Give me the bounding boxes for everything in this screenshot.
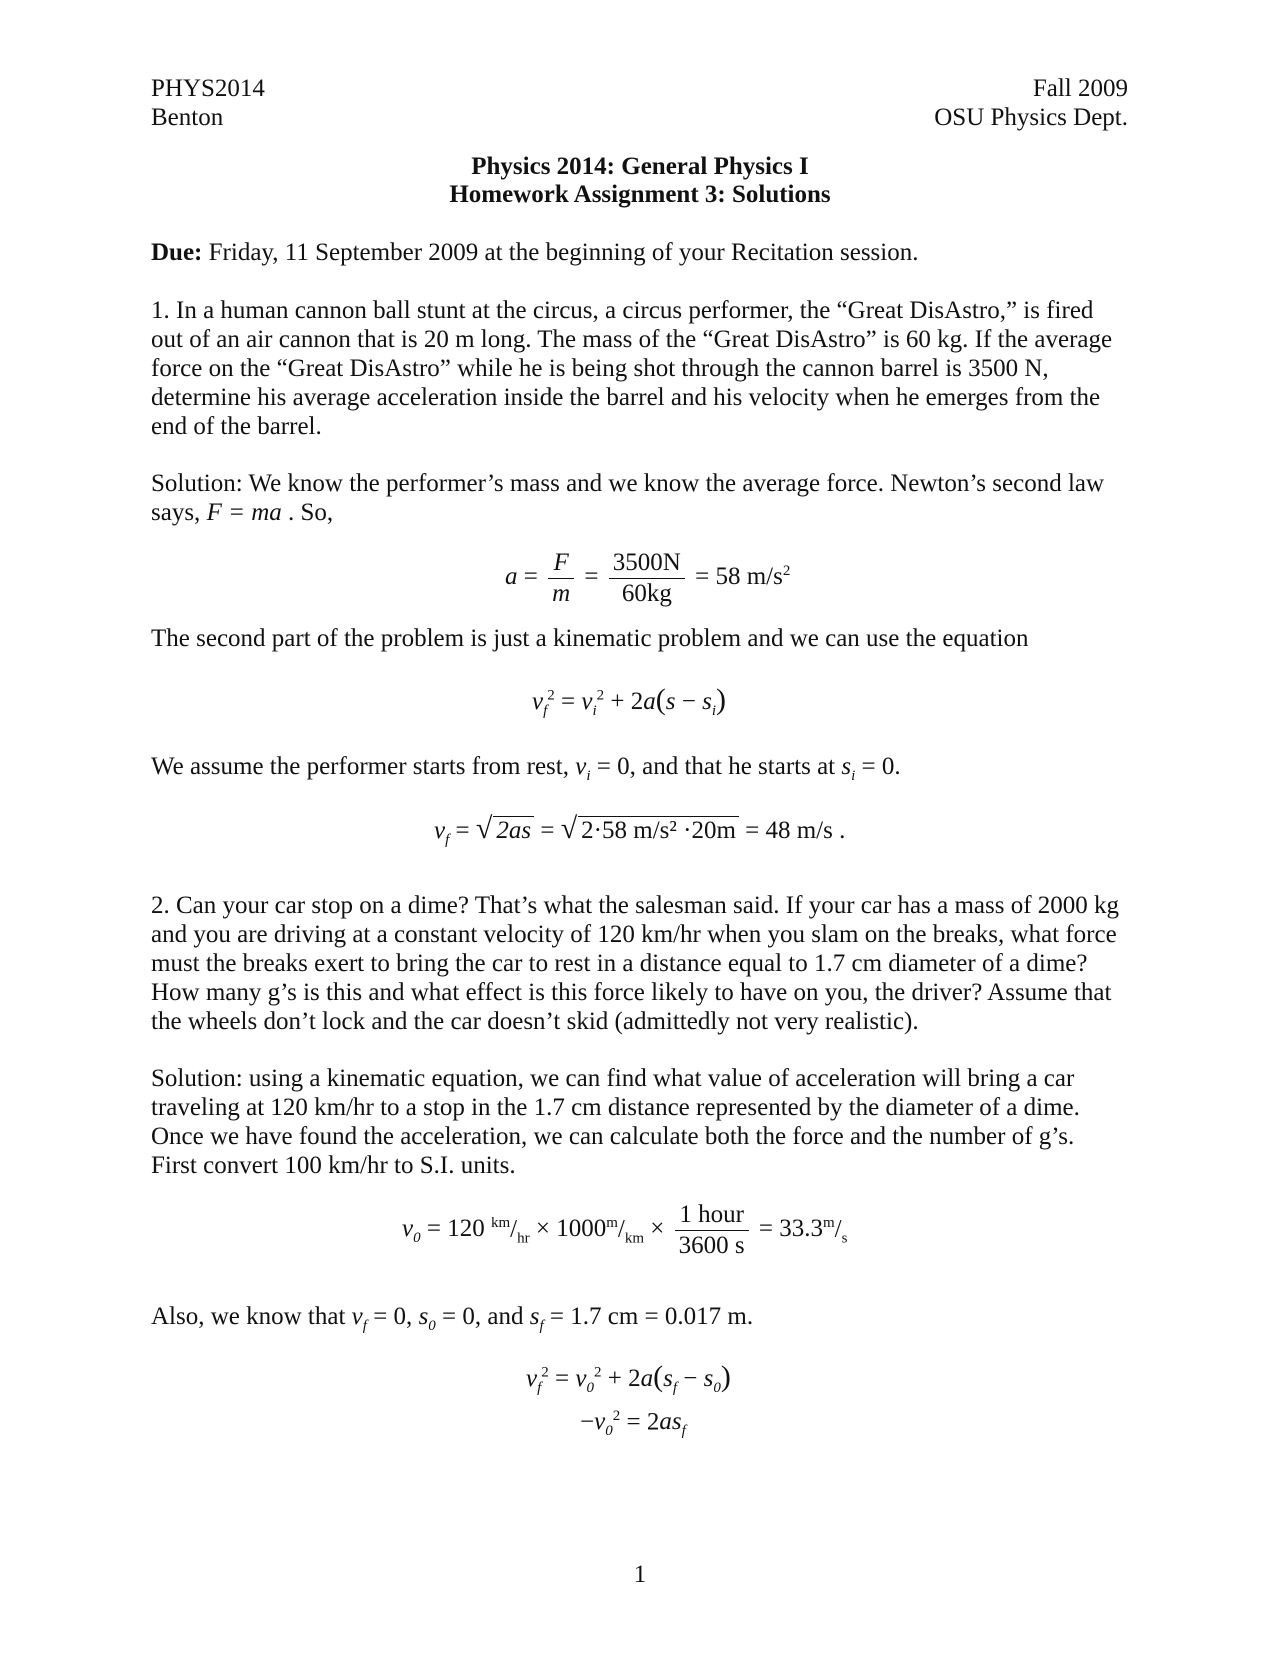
- problem-1-solution: [151, 469, 1131, 527]
- problem-2-text: [151, 891, 1131, 1036]
- solution-line: First convert 100 km/hr to S.I. units.: [151, 1152, 516, 1179]
- equation-kinematic-2: $v_f^2 = v_0^2 + 2a(s_f - s_0)$: [526, 1360, 731, 1396]
- problem-1-text: [151, 296, 1131, 441]
- problem-1-line: determine his average acceleration inside the barrel and his velocity when he emerges from the: [151, 384, 1101, 411]
- problem-2-line: the wheels don’t lock and the car doesn’t skid (admittedly not very realistic).: [151, 1008, 919, 1035]
- page-number: 1: [633, 1561, 647, 1588]
- assumption-line: We assume the performer starts from rest, $v_i = 0$, and that he starts at $s_i = 0$.: [151, 753, 901, 784]
- problem-2-line: must the breaks exert to bring the car to rest in a distance equal to 1.7 cm diameter of a dime?: [151, 950, 1088, 977]
- solution-line: Solution: using a kinematic equation, we can find what value of acceleration will bring a car: [151, 1065, 1075, 1092]
- problem-2-solution: [151, 1064, 1131, 1180]
- doc-title: Physics 2014: General Physics I: [471, 153, 809, 180]
- problem-1-line: force on the “Great DisAstro” while he is being shot through the cannon barrel is 3500 N,: [151, 355, 1049, 382]
- newton-equation: F = ma: [206, 499, 282, 526]
- doc-subtitle: Homework Assignment 3: Solutions: [449, 181, 831, 208]
- equation-acceleration: a = $\frac{F}{m}$ = $\frac{3500N}{60kg}$ = 58 $m/s^2$: [505, 549, 791, 607]
- department: OSU Physics Dept.: [934, 104, 1128, 131]
- due-label: Due:: [151, 239, 203, 266]
- problem-1-line: 1. In a human cannon ball stunt at the circus, a circus performer, the “Great DisAstro,” is fired: [151, 297, 1094, 324]
- problem-1-line: out of an air cannon that is 20 m long. The mass of the “Great DisAstro” is 60 kg. If the average: [151, 326, 1113, 353]
- kinematic-intro: The second part of the problem is just a kinematic problem and we can use the equation: [151, 625, 1029, 652]
- solution-line: Once we have found the acceleration, we can calculate both the force and the number of g’s.: [151, 1123, 1075, 1150]
- solution-line: traveling at 120 km/hr to a stop in the 1.7 cm distance represented by the diameter of a dime.: [151, 1094, 1080, 1121]
- solution-line: Solution: We know the performer’s mass and we know the average force. Newton’s second law: [151, 470, 1105, 497]
- equation-kinematic: $v_f^2 = v_i^2 + 2a(s - s_i)$: [532, 683, 727, 719]
- solution-line: says, F = ma . So,: [151, 499, 334, 526]
- problem-1-line: end of the barrel.: [151, 413, 322, 440]
- given-values-line: Also, we know that $v_f = 0$, $s_0 = 0$, and $s_f = 1.7$ cm = 0.017 m.: [151, 1303, 754, 1334]
- instructor-name: Benton: [151, 104, 224, 131]
- term: Fall 2009: [1032, 75, 1128, 102]
- due-text: Friday, 11 September 2009 at the beginning of your Recitation session.: [202, 239, 919, 266]
- equation-unit-conversion: $v_0 = 120$ $^{km}/_{hr} \times 1000^m/_{km}$ × $\frac{\text{1 hour}}{3600 s}$ = $33.3^m/_s$: [402, 1201, 848, 1259]
- equation-simplified: $-v_0^2 = 2as_f$: [580, 1408, 686, 1440]
- equation-final-velocity: $v_f$ = √ 2as = √ 2·58 m/s² ·20m = 48 m/s .: [434, 812, 846, 848]
- course-code: PHYS2014: [151, 75, 265, 102]
- problem-2-line: How many g’s is this and what effect is this force likely to have on you, the driver? Assume that: [151, 979, 1112, 1006]
- problem-2-line: and you are driving at a constant velocity of 120 km/hr when you slam on the breaks, what force: [151, 921, 1117, 948]
- due-line: [151, 238, 918, 267]
- problem-2-line: 2. Can your car stop on a dime? That’s what the salesman said. If your car has a mass of 2000 kg: [151, 892, 1120, 919]
